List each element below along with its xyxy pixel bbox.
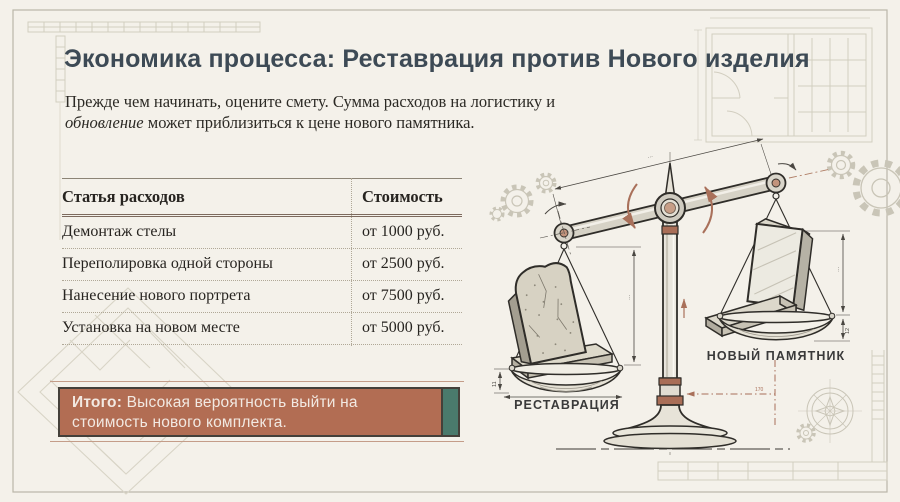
- table-row: [62, 249, 462, 281]
- callout-text: [72, 393, 417, 433]
- table-column-divider: [351, 178, 352, 346]
- svg-text:···: ···: [627, 294, 633, 300]
- cost-table: [62, 178, 462, 345]
- floorplan-top-right: [694, 18, 872, 142]
- table-row: [62, 281, 462, 313]
- cost-item-cell: Переполировка одной стороны: [62, 255, 273, 272]
- cost-value-cell: от 1000 руб.: [362, 223, 445, 240]
- callout-accent-line-bottom: [50, 441, 464, 442]
- page-subtitle: [65, 91, 640, 133]
- svg-text:11: 11: [492, 381, 498, 387]
- cost-value-cell: от 5000 руб.: [362, 319, 445, 336]
- callout-label: Итого:: [72, 394, 123, 411]
- page-title: Экономика процесса: Реставрация против Нового изделия: [64, 45, 810, 73]
- column-header-cost: Стоимость: [362, 187, 443, 206]
- pivot-hub: [655, 193, 685, 223]
- callout-teal-stripe: [441, 389, 458, 435]
- column-header-item: Статья расходов: [62, 187, 185, 206]
- gear-bottom-icon: [798, 425, 814, 441]
- cost-item-cell: Установка на новом месте: [62, 319, 240, 336]
- svg-text:12: 12: [845, 327, 851, 334]
- svg-text:170: 170: [755, 387, 764, 393]
- cost-value-cell: от 2500 руб.: [362, 255, 445, 272]
- gears-top-right-icon: [829, 153, 900, 213]
- cost-item-cell: Нанесение нового портрета: [62, 287, 251, 304]
- compass-rose-icon: [798, 379, 862, 443]
- cost-item-cell: Демонтаж стелы: [62, 223, 177, 240]
- callout-body: Высокая вероятность выйти на стоимость нового комплекта.: [72, 394, 358, 431]
- beam-end-right: [767, 174, 786, 200]
- beam-end-left: [555, 224, 574, 250]
- callout-accent-line-top: [50, 381, 464, 382]
- subtitle-italic-word: обновление: [65, 113, 144, 132]
- left-pan-label: РЕСТАВРАЦИЯ: [514, 398, 620, 412]
- table-header-row: [62, 178, 462, 217]
- gears-left-icon: [491, 175, 555, 221]
- cost-value-cell: от 7500 руб.: [362, 287, 445, 304]
- total-callout: [58, 387, 460, 437]
- svg-text:···: ···: [836, 266, 842, 272]
- old-stone-stele: [503, 260, 587, 366]
- subtitle-line1: Прежде чем начинать, оцените смету. Сумма расходов на логистику и: [65, 92, 556, 111]
- table-row: [62, 217, 462, 249]
- right-pan-label: НОВЫЙ ПАМЯТНИК: [706, 349, 846, 363]
- subtitle-line2: может приблизиться к цене нового памятника.: [143, 113, 475, 132]
- svg-text:···: ···: [647, 153, 654, 161]
- left-pan: [509, 364, 623, 392]
- table-row: [62, 313, 462, 345]
